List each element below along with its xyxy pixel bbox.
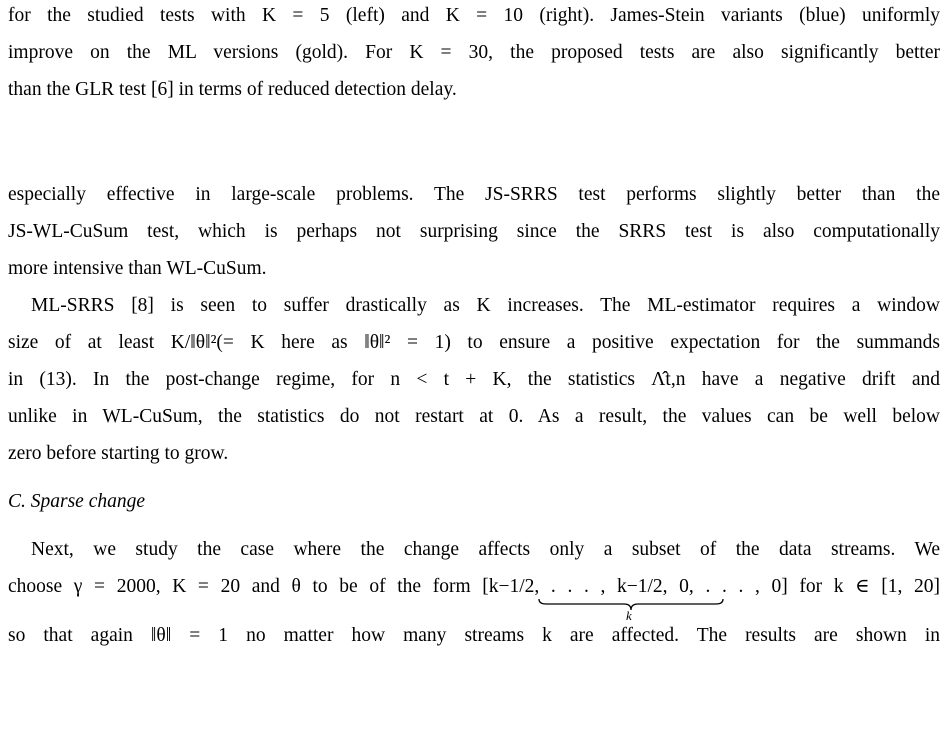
para3-line-1: Next, we study the case where the change affects only a subset of the data streams. We — [31, 539, 940, 560]
para2-line-5: zero before starting to grow. — [8, 443, 229, 464]
para3-line-2: choose γ = 2000, K = 20 and θ to be of the form [k−1/2, . . . , k−1/2, 0, . . . , 0] for k ∈ [1, 20] — [8, 576, 940, 597]
para1-line-3: more intensive than WL-CuSum. — [8, 258, 267, 279]
caption-line-1: for the studied tests with K = 5 (left) and K = 10 (right). James-Stein variants (blue) uniformly — [8, 5, 940, 26]
caption-line-3: than the GLR test [6] in terms of reduced detection delay. — [8, 79, 457, 100]
para1-line-1: especially effective in large-scale problems. The JS-SRRS test performs slightly better than the — [8, 184, 940, 205]
underbrace-label: k — [626, 608, 632, 623]
section-heading: C. Sparse change — [8, 491, 146, 512]
para1-line-2: JS-WL-CuSum test, which is perhaps not surprising since the SRRS test is also computationally — [8, 221, 940, 242]
para3-line-3: so that again ‖θ‖ = 1 no matter how many streams k are affected. The results are shown in — [8, 625, 940, 646]
para2-line-1: ML-SRRS [8] is seen to suffer drastically as K increases. The ML-estimator requires a window — [31, 295, 940, 316]
para2-line-4: unlike in WL-CuSum, the statistics do not restart at 0. As a result, the values can be well below — [8, 406, 940, 427]
para2-line-2: size of at least K/‖θ‖²(= K here as ‖θ‖² = 1) to ensure a positive expectation for the summands — [8, 332, 940, 353]
para2-line-3: in (13). In the post-change regime, for n < t + K, the statistics Λ̂t,n have a negative drift and — [8, 369, 940, 390]
caption-line-2: improve on the ML versions (gold). For K = 30, the proposed tests are also significantly better — [8, 42, 940, 63]
